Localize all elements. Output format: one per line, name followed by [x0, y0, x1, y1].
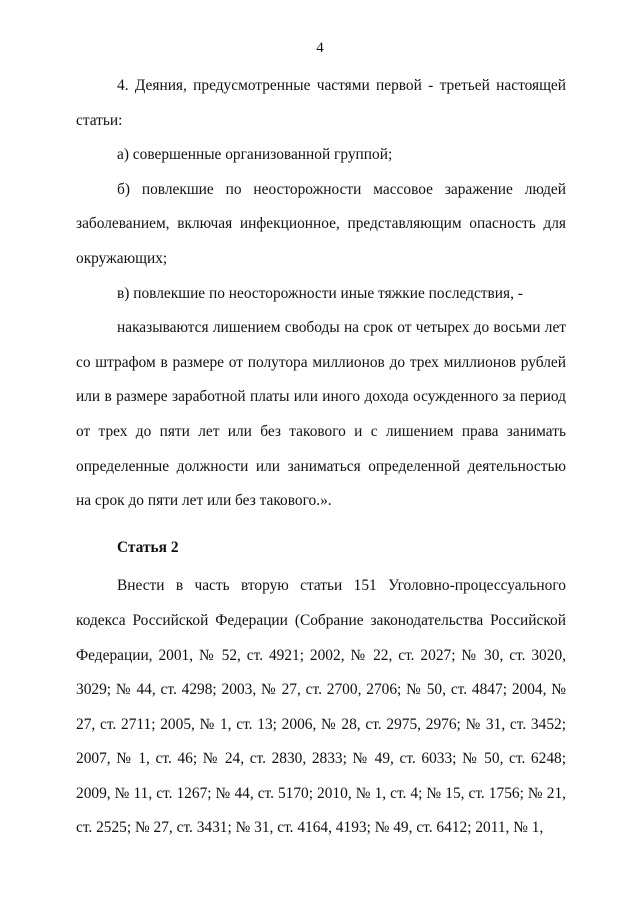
paragraph-article-2: Внести в часть вторую статьи 151 Уголовно-процессуального кодекса Российской Федерации (Собрание законодательства Российской Федерации, 2001, № 52, ст. 4921; 2002, № 22, ст. 2027; № 30, ст. 3020, 3029; № 44, ст. 4298; 2003, № 27, ст. 2700, 2706; № 50, ст. 4847; 2004, № 27, ст. 2711; 2005, № 1, ст. 13; 2006, № 28, ст. 2975, 2976; № 31, ст. 3452; 2007, № 1, ст. 46; № 24, ст. 2830, 2833; № 49, ст. 6033; № 50, ст. 6248; 2009, № 11, ст. 1267; № 44, ст. 5170; 2010, № 1, ст. 4; № 15, ст. 1756; № 21, ст. 2525; № 27, ст. 3431; № 31, ст. 4164, 4193; № 49, ст. 6412; 2011, № 1, — [76, 577, 566, 837]
paragraph-item-v: в) повлекшие по неосторожности иные тяжкие последствия, - — [117, 284, 523, 302]
page-number: 4 — [316, 40, 324, 56]
document-body — [76, 69, 566, 846]
paragraph-penalty: наказываются лишением свободы на срок от четырех до восьми лет со штрафом в размере от полутора миллионов до трех миллионов рублей или в размере заработной платы или иного дохода осужденного за период от трех до пяти лет или без такового и с лишением права занимать определенные должности или заниматься определенной деятельностью на срок до пяти лет или без такового.». — [76, 319, 566, 510]
paragraph-item-a: а) совершенные организованной группой; — [117, 146, 393, 164]
paragraph-item-b: б) повлекшие по неосторожности массовое заражение людей заболеванием, включая инфекционное, представляющим опасность для окружающих; — [76, 180, 566, 267]
paragraph-part-4: 4. Деяния, предусмотренные частями первой - третьей настоящей статьи: — [76, 77, 566, 129]
article-heading: Статья 2 — [117, 538, 179, 556]
